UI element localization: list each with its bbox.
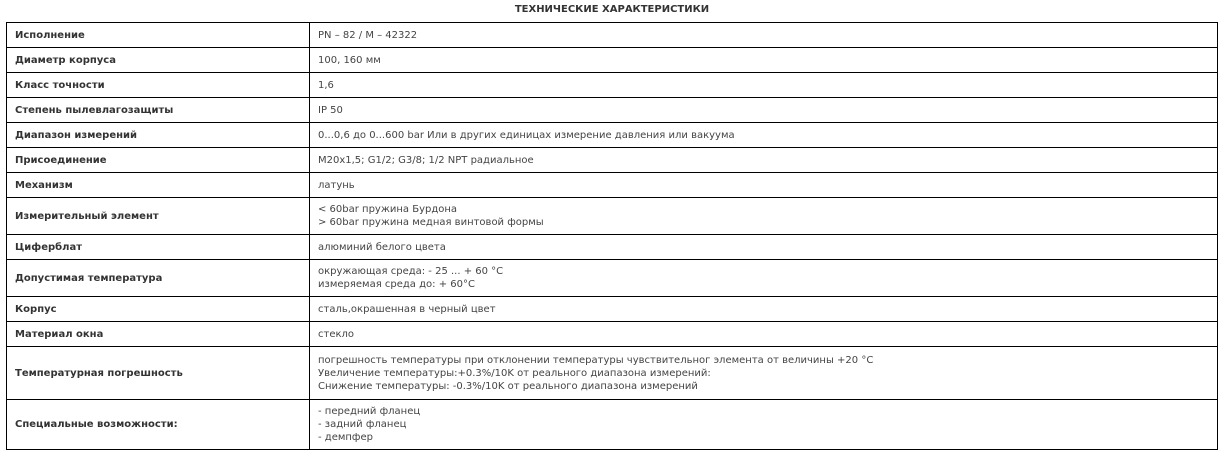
spec-value [310,235,1218,260]
spec-value-line: - демпфер [318,432,373,443]
spec-value [310,173,1218,198]
spec-value-line: окружающая среда: - 25 ... + 60 °C [318,266,504,277]
spec-value [310,23,1218,48]
spec-value [310,98,1218,123]
spec-value [310,322,1218,347]
spec-label: Циферблат [7,235,310,260]
spec-value-line: 100, 160 мм [318,54,381,66]
spec-value-line: - передний фланец [318,406,421,417]
spec-label: Допустимая температура [7,260,310,297]
page-title: ТЕХНИЧЕСКИЕ ХАРАКТЕРИСТИКИ [514,4,710,15]
specs-table-body [7,23,1218,450]
spec-value [310,400,1218,450]
table-row [7,123,1218,148]
specs-table [6,22,1218,450]
spec-value [310,260,1218,297]
spec-value-line: сталь,окрашенная в черный цвет [318,303,496,315]
spec-value [310,73,1218,98]
spec-value-line: < 60bar пружина Бурдона [318,204,458,215]
spec-value-line: погрешность температуры при отклонении температуры чувствительног элемента от величины +20 °C [318,354,874,366]
spec-value [310,123,1218,148]
spec-value-line: Увеличение температуры:+0.3%/10K от реального диапазона измерений: [318,367,711,379]
table-row [7,98,1218,123]
spec-label: Материал окна [7,322,310,347]
table-row [7,48,1218,73]
table-row [7,235,1218,260]
spec-value-line: > 60bar пружина медная винтовой формы [318,217,544,228]
table-row [7,297,1218,322]
table-row [7,400,1218,450]
spec-value [310,347,1218,400]
spec-label: Диапазон измерений [7,123,310,148]
table-row [7,260,1218,297]
spec-label: Корпус [7,297,310,322]
table-row [7,23,1218,48]
table-row [7,73,1218,98]
spec-label: Диаметр корпуса [7,48,310,73]
spec-value [310,48,1218,73]
spec-label: Температурная погрешность [7,347,310,400]
spec-value-line: стекло [318,328,355,340]
spec-value-line: 0...0,6 до 0...600 bar Или в других единицах измерение давления или вакуума [318,129,735,141]
table-row [7,148,1218,173]
spec-value-line: PN – 82 / M – 42322 [318,29,418,41]
spec-label: Специальные возможности: [7,400,310,450]
spec-value-line: IP 50 [318,104,343,116]
table-row [7,198,1218,235]
spec-label: Механизм [7,173,310,198]
spec-label: Класс точности [7,73,310,98]
table-row [7,347,1218,400]
spec-value [310,148,1218,173]
spec-value-line: M20x1,5; G1/2; G3/8; 1/2 NPT радиальное [318,154,534,166]
spec-value-line: измеряемая среда до: + 60°C [318,279,475,290]
spec-value [310,297,1218,322]
spec-value-line: - задний фланец [318,419,407,430]
spec-label: Степень пылевлагозащиты [7,98,310,123]
table-row [7,173,1218,198]
spec-value-line: алюминий белого цвета [318,241,446,253]
spec-value [310,198,1218,235]
spec-label: Присоединение [7,148,310,173]
spec-value-line: латунь [318,179,355,191]
spec-value-line: Снижение температуры: -0.3%/10K от реального диапазона измерений [318,380,698,392]
spec-value-line: 1,6 [318,79,334,91]
spec-label: Измерительный элемент [7,198,310,235]
table-row [7,322,1218,347]
spec-label: Исполнение [7,23,310,48]
